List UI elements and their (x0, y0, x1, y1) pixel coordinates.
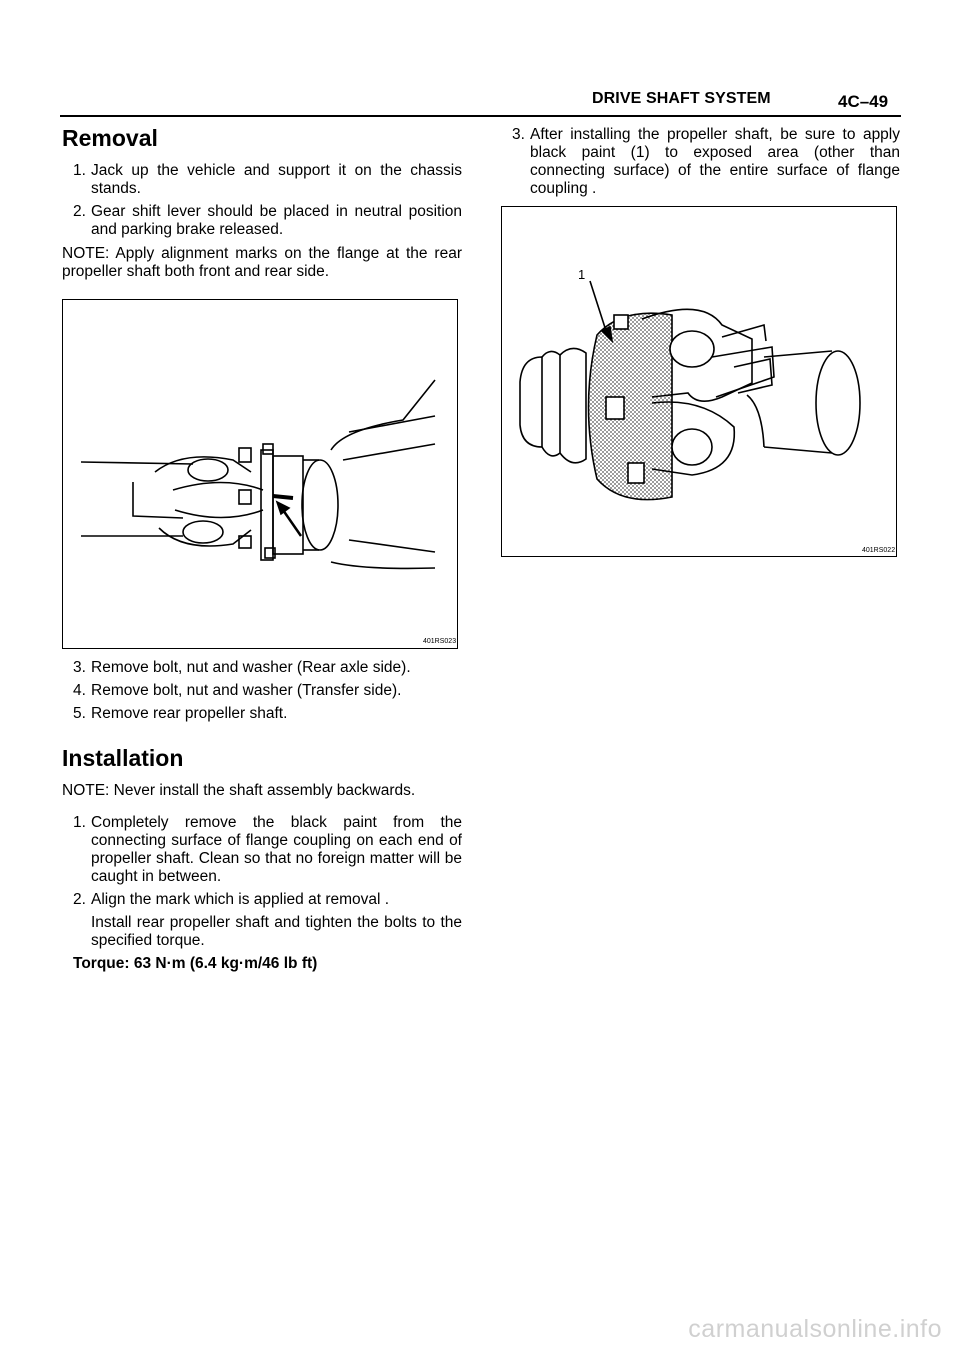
step-number: 3. (73, 659, 86, 676)
step-text: Remove rear propeller shaft. (91, 705, 288, 722)
step-number: 1. (73, 162, 86, 179)
step-text: Remove bolt, nut and washer (Rear axle side). (91, 659, 411, 676)
removal-step-4 (73, 682, 462, 700)
installation-step-2-detail: Install rear propeller shaft and tighten the bolts to the specified torque. (91, 914, 462, 949)
removal-step-1 (73, 162, 462, 198)
installation-heading: Installation (62, 745, 184, 771)
step-number: 2. (73, 203, 86, 220)
removal-step-2 (73, 203, 462, 239)
step-text: Remove bolt, nut and washer (Transfer side). (91, 682, 402, 699)
step-number: 5. (73, 705, 86, 722)
torque-spec: Torque: 63 N·m (6.4 kg·m/46 lb ft) (73, 955, 318, 972)
figure-flange-coupling-paint (501, 206, 897, 557)
page-header-title: DRIVE SHAFT SYSTEM (592, 90, 771, 107)
step-number: 1. (73, 814, 86, 831)
installation-note: NOTE: Never install the shaft assembly backwards. (62, 782, 416, 799)
right-column (510, 126, 900, 203)
callout-1: 1 (578, 267, 586, 282)
installation-step-2 (73, 891, 462, 909)
step-text: Jack up the vehicle and support it on the chassis stands. (91, 162, 462, 197)
step-text: Completely remove the black paint from the connecting surface of flange coupling on each end of propeller shaft. Clean so that no foreign matter will be caught in between. (91, 814, 462, 885)
figure-code: 401RS022 (862, 547, 896, 554)
step-number: 4. (73, 682, 86, 699)
removal-step-5 (73, 705, 462, 723)
figure-code: 401RS023 (423, 638, 457, 645)
step-text: Align the mark which is applied at removal . (91, 891, 390, 908)
figure-propeller-shaft-flange (62, 299, 458, 649)
removal-heading: Removal (62, 125, 158, 151)
header-rule (60, 115, 901, 117)
installation-step-3 (512, 126, 900, 198)
step-text: Gear shift lever should be placed in neutral position and parking brake released. (91, 203, 462, 238)
left-column (62, 124, 462, 973)
watermark: carmanualsonline.info (688, 1315, 942, 1343)
removal-note: NOTE: Apply alignment marks on the flange at the rear propeller shaft both front and rear side. (62, 245, 462, 280)
installation-step-1 (73, 814, 462, 886)
removal-step-3 (73, 659, 462, 677)
step-number: 3. (512, 126, 525, 143)
page-number: 4C–49 (838, 92, 889, 111)
step-text: After installing the propeller shaft, be sure to apply black paint (1) to exposed area (other than connecting surface) of the entire surface of flange coupling . (530, 126, 900, 197)
flange-coupling-illustration (502, 207, 896, 556)
step-number: 2. (73, 891, 86, 908)
propeller-shaft-flange-illustration (63, 300, 457, 648)
